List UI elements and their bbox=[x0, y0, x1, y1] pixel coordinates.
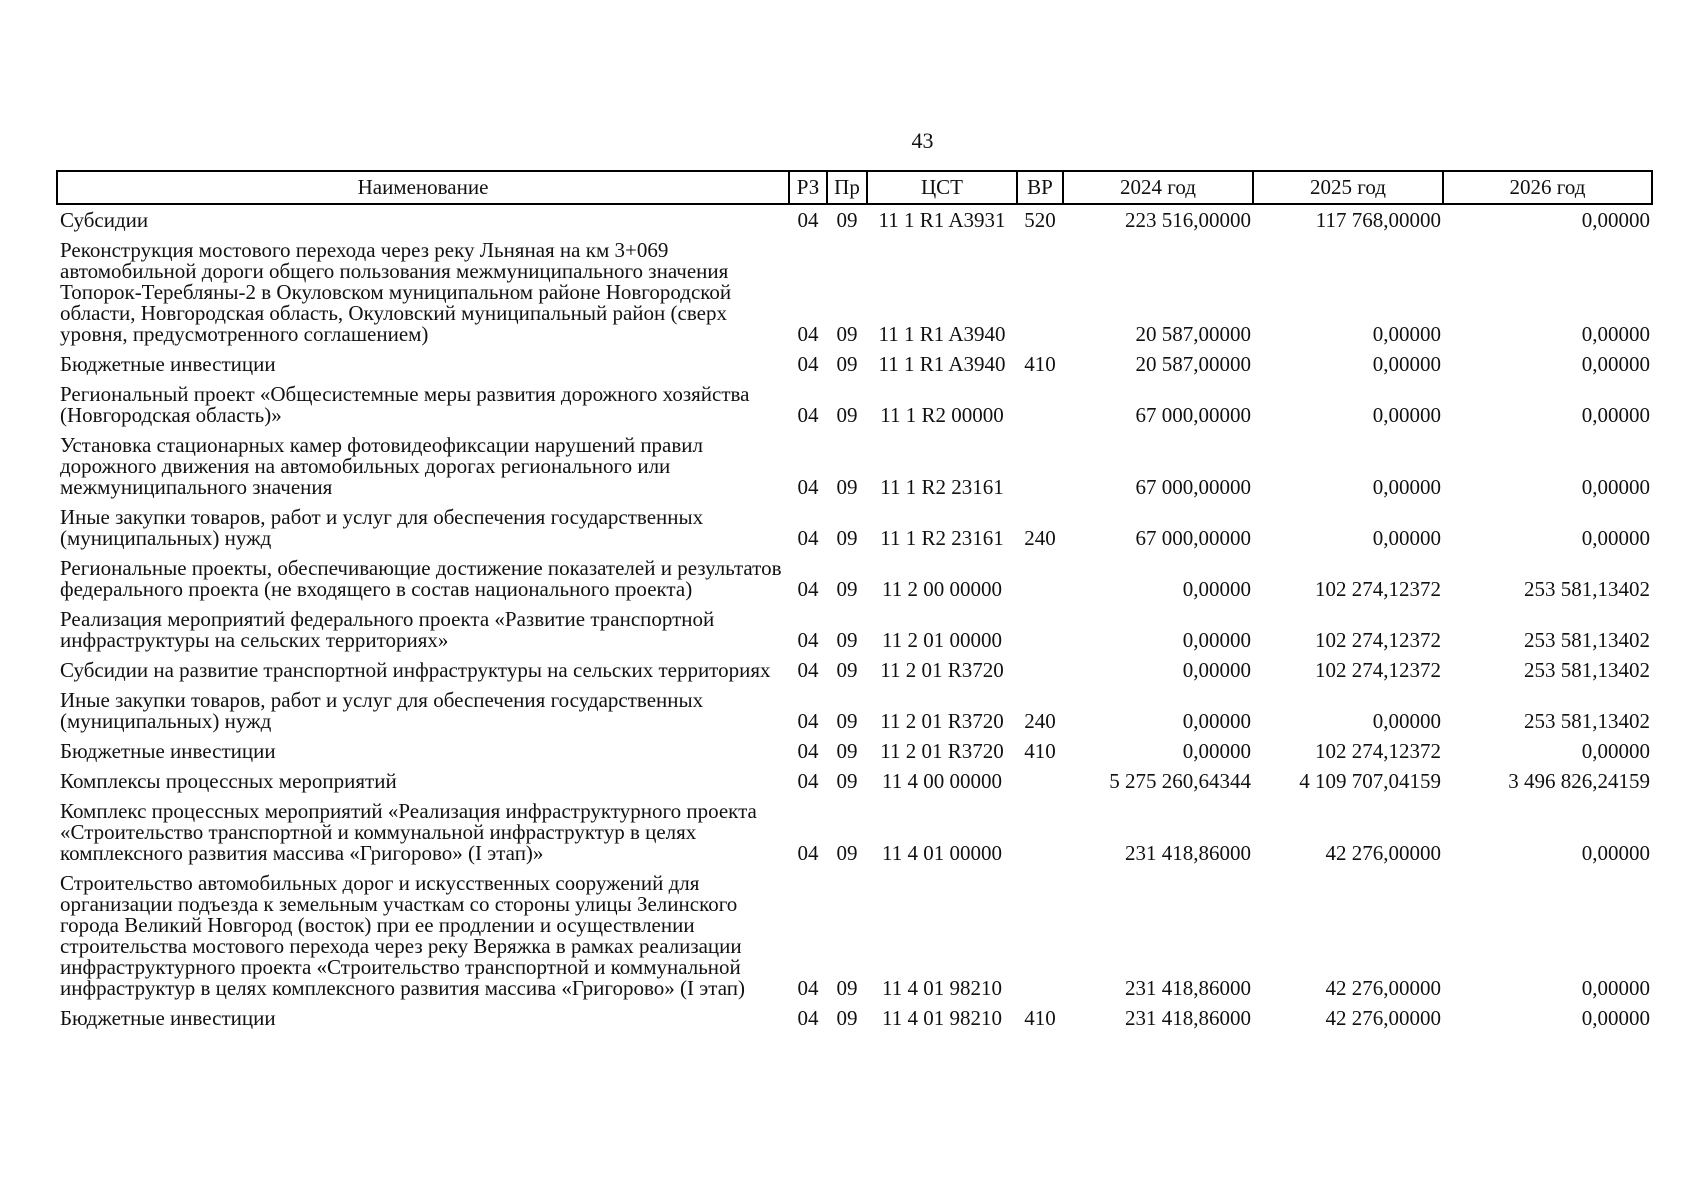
row-2025: 4 109 707,04159 bbox=[1299, 769, 1441, 793]
row-name-text: Бюджетные инвестиции bbox=[60, 739, 276, 763]
row-2026: 0,00000 bbox=[1581, 841, 1650, 865]
row-name bbox=[57, 792, 789, 864]
row-name bbox=[57, 651, 789, 681]
row-cst: 11 2 01 R3720 bbox=[880, 658, 1004, 682]
row-2024: 0,00000 bbox=[1182, 577, 1251, 601]
table-row bbox=[57, 864, 1652, 999]
row-name bbox=[57, 375, 789, 426]
row-2025: 0,00000 bbox=[1372, 526, 1441, 550]
row-pr: 09 bbox=[836, 577, 858, 601]
row-2025: 117 768,00000 bbox=[1315, 208, 1441, 232]
row-2026: 253 581,13402 bbox=[1524, 658, 1650, 682]
row-rz: 04 bbox=[797, 1006, 819, 1030]
table-header-row bbox=[57, 171, 1652, 204]
table-row bbox=[57, 426, 1652, 498]
table-row bbox=[57, 498, 1652, 549]
row-cst: 11 4 01 00000 bbox=[882, 841, 1002, 865]
row-2026: 253 581,13402 bbox=[1524, 577, 1650, 601]
row-name-text: Реконструкция мостового перехода через реку Льняная на км 3+069 автомобильной дороги общего пользования межмуниципального значения Топорок-Теребляны-2 в Окуловском муниципальном районе Новгородской области, Новгородская область, Окуловский муниципальный район (сверх уровня, предусмотренного соглашением) bbox=[60, 238, 732, 346]
row-name bbox=[57, 600, 789, 651]
row-vr: 520 bbox=[1024, 208, 1056, 232]
row-vr bbox=[1017, 549, 1063, 600]
row-name bbox=[57, 864, 789, 999]
row-2024: 0,00000 bbox=[1182, 739, 1251, 763]
row-name-text: Реализация мероприятий федерального проекта «Развитие транспортной инфраструктуры на сельских территориях» bbox=[60, 607, 715, 652]
row-name bbox=[57, 498, 789, 549]
row-pr: 09 bbox=[836, 208, 858, 232]
row-2024: 231 418,86000 bbox=[1125, 976, 1251, 1000]
row-cst: 11 2 01 R3720 bbox=[880, 709, 1004, 733]
row-2026: 0,00000 bbox=[1581, 403, 1650, 427]
row-2024: 20 587,00000 bbox=[1135, 352, 1251, 376]
row-name-text: Бюджетные инвестиции bbox=[60, 1006, 276, 1030]
row-name-text: Субсидии на развитие транспортной инфраструктуры на сельских территориях bbox=[60, 658, 771, 682]
row-rz: 04 bbox=[797, 709, 819, 733]
row-rz: 04 bbox=[797, 403, 819, 427]
row-2026: 3 496 826,24159 bbox=[1508, 769, 1650, 793]
row-name-text: Установка стационарных камер фотовидеофиксации нарушений правил дорожного движения на автомобильных дорогах регионального или межмуниципального значения bbox=[60, 433, 704, 499]
header-2024: 2024 год bbox=[1063, 171, 1253, 204]
row-2026: 0,00000 bbox=[1581, 352, 1650, 376]
row-vr bbox=[1017, 651, 1063, 681]
row-name-text: Комплексы процессных мероприятий bbox=[60, 769, 397, 793]
row-cst: 11 4 01 98210 bbox=[882, 976, 1002, 1000]
row-pr: 09 bbox=[836, 1006, 858, 1030]
row-rz: 04 bbox=[797, 658, 819, 682]
row-name bbox=[57, 204, 789, 231]
table-row bbox=[57, 651, 1652, 681]
row-name bbox=[57, 549, 789, 600]
header-pr: Пр bbox=[827, 171, 867, 204]
row-pr: 09 bbox=[836, 526, 858, 550]
row-vr bbox=[1017, 600, 1063, 651]
row-name bbox=[57, 345, 789, 375]
header-vr: ВР bbox=[1017, 171, 1063, 204]
row-2026: 0,00000 bbox=[1581, 1006, 1650, 1030]
row-vr: 410 bbox=[1024, 1006, 1056, 1030]
row-pr: 09 bbox=[836, 841, 858, 865]
table-row bbox=[57, 732, 1652, 762]
row-cst: 11 4 01 98210 bbox=[882, 1006, 1002, 1030]
header-name: Наименование bbox=[57, 171, 789, 204]
row-2026: 253 581,13402 bbox=[1524, 709, 1650, 733]
row-vr bbox=[1017, 426, 1063, 498]
row-2024: 0,00000 bbox=[1182, 628, 1251, 652]
header-2026: 2026 год bbox=[1443, 171, 1652, 204]
row-vr bbox=[1017, 864, 1063, 999]
row-2025: 42 276,00000 bbox=[1325, 976, 1441, 1000]
row-vr bbox=[1017, 792, 1063, 864]
row-2025: 42 276,00000 bbox=[1325, 841, 1441, 865]
row-2025: 0,00000 bbox=[1372, 709, 1441, 733]
row-rz: 04 bbox=[797, 475, 819, 499]
row-rz: 04 bbox=[797, 976, 819, 1000]
row-name-text: Комплекс процессных мероприятий «Реализация инфраструктурного проекта «Строительство транспортной и коммунальной инфраструктур в целях комплексного развития массива «Григорово» (I этап)» bbox=[60, 799, 757, 865]
row-2024: 231 418,86000 bbox=[1125, 841, 1251, 865]
table-row bbox=[57, 600, 1652, 651]
table-row bbox=[57, 999, 1652, 1029]
row-2025: 0,00000 bbox=[1372, 352, 1441, 376]
row-pr: 09 bbox=[836, 739, 858, 763]
row-name-text: Бюджетные инвестиции bbox=[60, 352, 276, 376]
row-name-text: Строительство автомобильных дорог и искусственных сооружений для организации подъезда к земельным участкам со стороны улицы Зелинского города Великий Новгород (восток) при ее продлении и осуществлении строительства мостового перехода через реку Веряжка в рамках реализации инфраструктурного проекта «Строительство транспортной и коммунальной инфраструктур в целях комплексного развития массива «Григорово» (I этап) bbox=[60, 871, 745, 1000]
row-pr: 09 bbox=[836, 709, 858, 733]
row-2026: 0,00000 bbox=[1581, 475, 1650, 499]
row-2026: 253 581,13402 bbox=[1524, 628, 1650, 652]
row-name-text: Иные закупки товаров, работ и услуг для обеспечения государственных (муниципальных) нужд bbox=[60, 688, 704, 733]
row-2024: 20 587,00000 bbox=[1135, 322, 1251, 346]
row-name bbox=[57, 426, 789, 498]
row-cst: 11 2 01 00000 bbox=[882, 628, 1002, 652]
table-row bbox=[57, 204, 1652, 231]
budget-table bbox=[56, 170, 1653, 1029]
page-number: 43 bbox=[911, 128, 934, 153]
row-pr: 09 bbox=[836, 658, 858, 682]
row-2024: 223 516,00000 bbox=[1125, 208, 1251, 232]
row-cst: 11 1 R2 23161 bbox=[880, 475, 1004, 499]
row-rz: 04 bbox=[797, 322, 819, 346]
header-rz: РЗ bbox=[789, 171, 827, 204]
row-pr: 09 bbox=[836, 475, 858, 499]
table-row bbox=[57, 375, 1652, 426]
row-2025: 0,00000 bbox=[1372, 475, 1441, 499]
row-pr: 09 bbox=[836, 352, 858, 376]
row-name bbox=[57, 231, 789, 345]
row-2026: 0,00000 bbox=[1581, 208, 1650, 232]
table-row bbox=[57, 681, 1652, 732]
row-2024: 5 275 260,64344 bbox=[1109, 769, 1251, 793]
row-name bbox=[57, 762, 789, 792]
row-cst: 11 1 R1 A3940 bbox=[878, 352, 1006, 376]
row-rz: 04 bbox=[797, 841, 819, 865]
row-pr: 09 bbox=[836, 628, 858, 652]
table-row bbox=[57, 762, 1652, 792]
table-body bbox=[57, 204, 1652, 1029]
row-name-text: Иные закупки товаров, работ и услуг для обеспечения государственных (муниципальных) нужд bbox=[60, 505, 704, 550]
row-rz: 04 bbox=[797, 739, 819, 763]
row-2024: 231 418,86000 bbox=[1125, 1006, 1251, 1030]
row-rz: 04 bbox=[797, 208, 819, 232]
row-cst: 11 1 R1 A3931 bbox=[878, 208, 1006, 232]
row-vr bbox=[1017, 375, 1063, 426]
row-vr bbox=[1017, 762, 1063, 792]
row-pr: 09 bbox=[836, 403, 858, 427]
row-2024: 67 000,00000 bbox=[1135, 526, 1251, 550]
row-2026: 0,00000 bbox=[1581, 739, 1650, 763]
row-vr bbox=[1017, 231, 1063, 345]
table-row bbox=[57, 345, 1652, 375]
row-name-text: Региональный проект «Общесистемные меры развития дорожного хозяйства (Новгородская область)» bbox=[60, 382, 750, 427]
row-vr: 240 bbox=[1024, 526, 1056, 550]
row-rz: 04 bbox=[797, 628, 819, 652]
row-cst: 11 1 R1 A3940 bbox=[878, 322, 1006, 346]
row-name-text: Субсидии bbox=[60, 208, 149, 232]
table-row bbox=[57, 231, 1652, 345]
row-rz: 04 bbox=[797, 526, 819, 550]
row-2025: 102 274,12372 bbox=[1315, 739, 1441, 763]
row-rz: 04 bbox=[797, 577, 819, 601]
row-vr: 410 bbox=[1024, 739, 1056, 763]
row-2024: 0,00000 bbox=[1182, 709, 1251, 733]
row-2025: 42 276,00000 bbox=[1325, 1006, 1441, 1030]
row-vr: 410 bbox=[1024, 352, 1056, 376]
row-name bbox=[57, 999, 789, 1029]
row-pr: 09 bbox=[836, 322, 858, 346]
row-vr: 240 bbox=[1024, 709, 1056, 733]
table-row bbox=[57, 549, 1652, 600]
row-pr: 09 bbox=[836, 769, 858, 793]
header-cst: ЦСТ bbox=[867, 171, 1017, 204]
row-cst: 11 1 R2 23161 bbox=[880, 526, 1004, 550]
row-cst: 11 2 00 00000 bbox=[882, 577, 1002, 601]
row-2025: 0,00000 bbox=[1372, 403, 1441, 427]
row-name bbox=[57, 732, 789, 762]
row-2024: 67 000,00000 bbox=[1135, 475, 1251, 499]
table-row bbox=[57, 792, 1652, 864]
row-2026: 0,00000 bbox=[1581, 526, 1650, 550]
row-cst: 11 4 00 00000 bbox=[882, 769, 1002, 793]
row-pr: 09 bbox=[836, 976, 858, 1000]
row-name-text: Региональные проекты, обеспечивающие достижение показателей и результатов федерального проекта (не входящего в состав национального проекта) bbox=[60, 556, 782, 601]
row-cst: 11 2 01 R3720 bbox=[880, 739, 1004, 763]
row-2024: 0,00000 bbox=[1182, 658, 1251, 682]
row-2024: 67 000,00000 bbox=[1135, 403, 1251, 427]
row-2025: 102 274,12372 bbox=[1315, 628, 1441, 652]
row-rz: 04 bbox=[797, 352, 819, 376]
row-2026: 0,00000 bbox=[1581, 976, 1650, 1000]
row-2025: 102 274,12372 bbox=[1315, 577, 1441, 601]
row-2025: 0,00000 bbox=[1372, 322, 1441, 346]
row-2026: 0,00000 bbox=[1581, 322, 1650, 346]
row-2025: 102 274,12372 bbox=[1315, 658, 1441, 682]
row-rz: 04 bbox=[797, 769, 819, 793]
header-2025: 2025 год bbox=[1253, 171, 1443, 204]
row-cst: 11 1 R2 00000 bbox=[880, 403, 1004, 427]
row-name bbox=[57, 681, 789, 732]
